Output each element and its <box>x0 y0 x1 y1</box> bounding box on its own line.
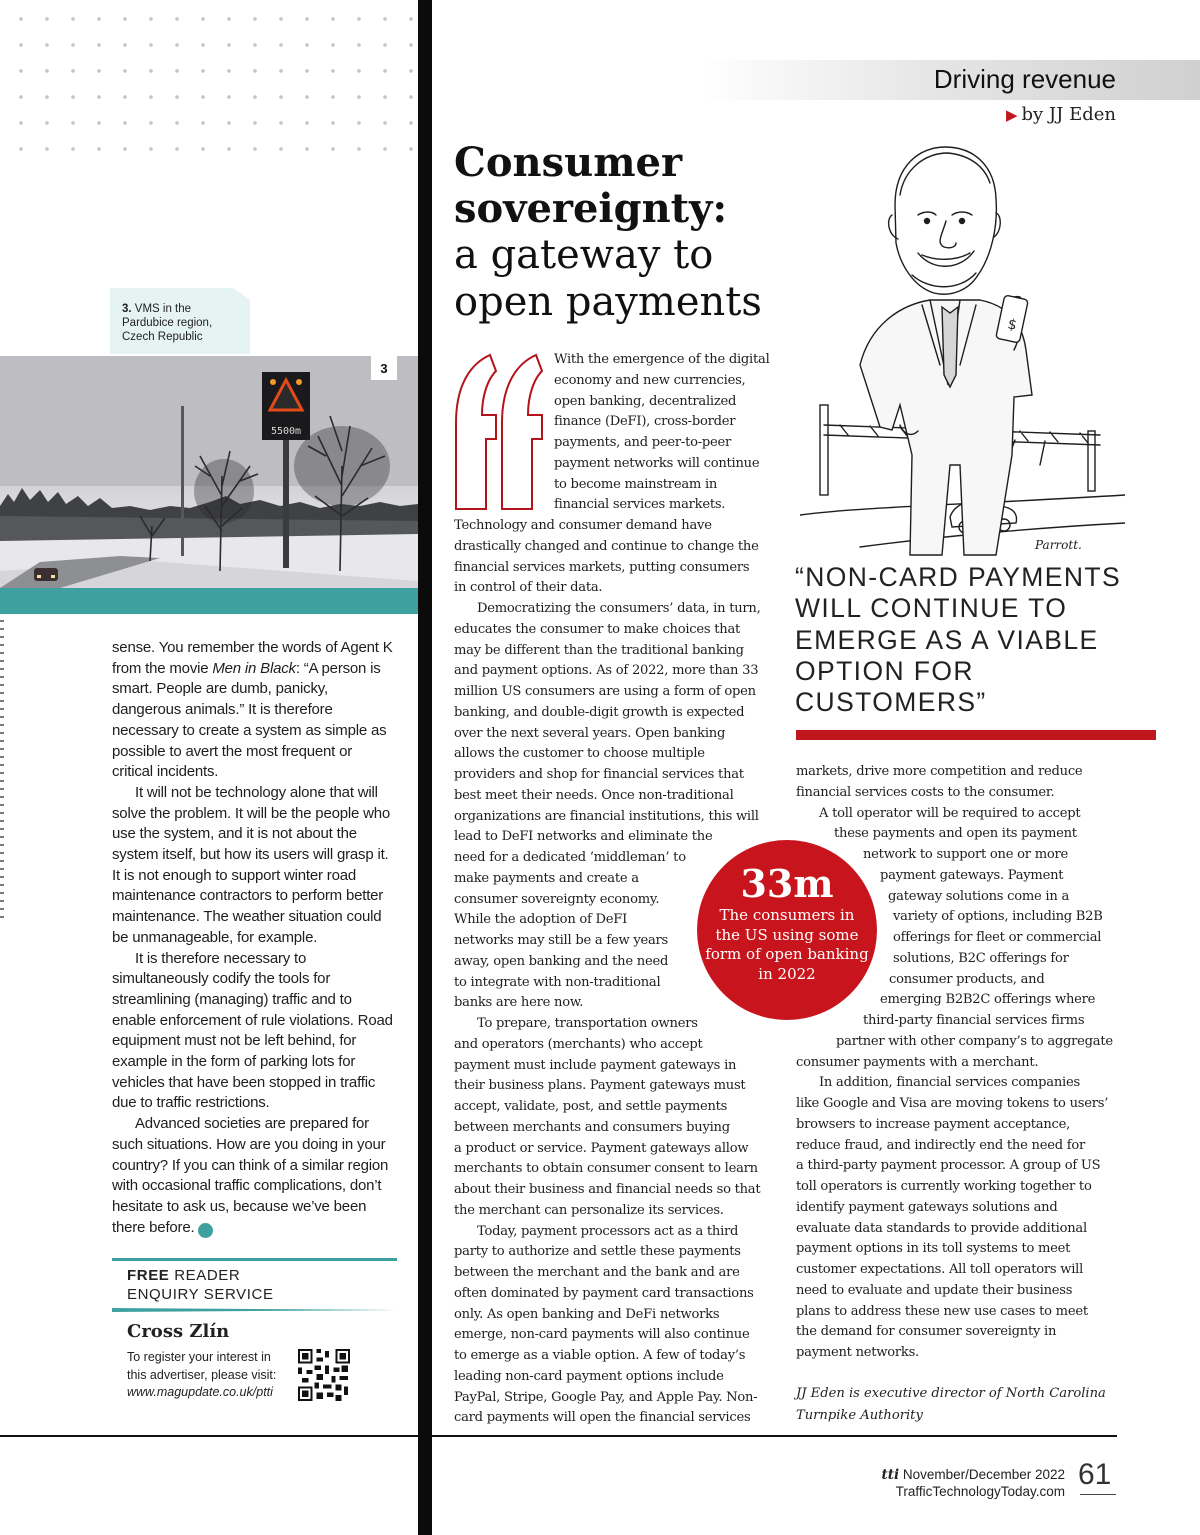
enquiry-instructions: To register your interest in this advertiser, please visit: www.magupdate.co.uk/ptti <box>127 1350 277 1399</box>
body-line: reduce fraud, and indirectly end the need for <box>796 1137 1085 1153</box>
body-line: PayPal, Stripe, Google Pay, and Apple Pay. Non- <box>454 1389 758 1405</box>
body-line: a product or service. Payment gateways allow <box>454 1140 749 1156</box>
vms-road-photo <box>0 356 418 588</box>
body-line: Today, payment processors act as a third <box>477 1223 739 1239</box>
enquiry-divider <box>112 1308 397 1312</box>
qr-code-icon[interactable] <box>298 1349 350 1401</box>
article-intro <box>554 350 780 516</box>
body-line: drastically changed and continue to change the <box>454 538 759 554</box>
body-line: emerging B2B2C offerings where <box>880 992 1096 1008</box>
photo-caption: 3. VMS in the Pardubice region, Czech Republic <box>122 303 213 343</box>
body-line: only. As open banking and DeFi networks <box>454 1306 720 1322</box>
body-line: the merchant can personalize its services. <box>454 1202 724 1218</box>
body-line: solutions, B2C offerings for <box>893 950 1069 966</box>
footer-publication: tti November/December 2022 TrafficTechnologyToday.com <box>881 1467 1065 1499</box>
body-line: A toll operator will be required to accept <box>819 805 1081 821</box>
body-line: to integrate with non-traditional <box>454 974 661 990</box>
body-line: away, open banking and the need <box>454 953 669 969</box>
body-line: emerge, non-card payments will also continue <box>454 1327 750 1343</box>
headline-subtitle: a gateway to open payments <box>454 232 762 325</box>
body-line: economy and new currencies, <box>554 372 746 388</box>
body-line: make payments and create a <box>454 870 639 886</box>
body-line: million US consumers are using a form of open <box>454 684 756 699</box>
enquiry-top-rule <box>112 1258 397 1261</box>
body-line: networks may still be a few years <box>454 933 669 948</box>
body-line: Technology and consumer demand have <box>454 518 712 533</box>
byline: ▶ by JJ Eden <box>1005 104 1116 125</box>
body-line: to become mainstream in <box>554 476 718 492</box>
body-line: best meet their needs. Once non-traditional <box>454 787 734 803</box>
body-line: Democratizing the consumers’ data, in turn, <box>477 601 761 616</box>
body-line: markets, drive more competition and reduce <box>796 764 1083 779</box>
body-line: offerings for fleet or commercial <box>893 930 1102 945</box>
illustrator-signature: Parrott. <box>1035 538 1082 552</box>
body-line: browsers to increase payment acceptance, <box>796 1116 1071 1132</box>
body-line: about their business and financial needs so that <box>454 1182 761 1197</box>
body-line: payment networks. <box>796 1345 919 1360</box>
page-edge-marks <box>0 620 4 920</box>
body-line: these payments and open its payment <box>834 826 1077 842</box>
body-paragraph: Advanced societies are prepared for such situations. How are you doing in your country? If you can think of a similar region with occasional traffic complications, don’t hesitate to ask us, because we’ve been there before. ✕ <box>112 1115 389 1237</box>
body-line: payments, and peer-to-peer <box>554 435 732 450</box>
body-line: plans to address these new use cases to meet <box>796 1303 1088 1319</box>
svg-text:$: $ <box>1006 316 1019 334</box>
author-bio: JJ Eden is executive director of North Carolina Turnpike Authority <box>796 1386 1106 1423</box>
body-line: consumer payments with a merchant. <box>796 1054 1039 1070</box>
body-line: need for a dedicated ‘middleman’ to <box>454 850 686 865</box>
body-line: providers and shop for financial services that <box>454 767 744 782</box>
body-paragraph: It will not be technology alone that will solve the problem. It will be the people who use the system, and it is not about the system itself, but how its users will grasp it. It is not enough to support winter road maintenance contractors to perform better maintenance. The weather situation could be unmanageable, for example. <box>112 783 391 946</box>
right-page-bottom-rule <box>432 1435 1117 1437</box>
section-title: Driving revenue <box>933 64 1116 94</box>
end-of-article-icon: ✕ <box>198 1223 213 1238</box>
body-line: payment gateways. Payment <box>880 867 1064 883</box>
body-line: like Google and Visa are moving tokens to users’ <box>796 1096 1109 1111</box>
body-line: third-party financial services firms <box>863 1013 1085 1028</box>
pull-quote-rule <box>796 730 1156 740</box>
stat-value: 33m <box>740 861 834 906</box>
body-line: payment must include payment gateways in <box>454 1057 737 1073</box>
vms-sign-text: 5500m <box>270 426 302 437</box>
body-line: payment networks will continue <box>554 455 760 471</box>
photo-teal-band <box>0 588 418 614</box>
body-line: variety of options, including B2B <box>893 909 1103 925</box>
body-line: banking, and double-digit growth is expected <box>454 704 745 720</box>
body-line: partner with other company’s to aggregate <box>836 1033 1113 1049</box>
page-gutter <box>418 0 432 1535</box>
body-line: financial services costs to the consumer. <box>796 784 1055 800</box>
body-line: their business plans. Payment gateways must <box>454 1078 746 1094</box>
body-line: lead to DeFI networks and eliminate the <box>454 829 713 845</box>
body-line: financial services markets. <box>554 497 726 513</box>
body-line: over the next several years. Open banking <box>454 725 726 741</box>
article-body-col2 <box>796 762 1126 1364</box>
body-line: With the emergence of the digital <box>554 352 770 367</box>
body-line: in control of their data. <box>454 580 603 596</box>
body-paragraph: sense. You remember the words of Agent K from the movie Men in Black: “A person is smart. People are dumb, panicky, dangerous animals.” It is therefore necessary to create a system as simple as possible to avert the most frequent or critical incidents. <box>112 639 393 781</box>
body-line: identify payment gateways solutions and <box>796 1199 1058 1215</box>
pull-quote: “NON-CARD PAYMENTS WILL CONTINUE TO EMERGE AS A VIABLE OPTION FOR CUSTOMERS” <box>795 562 1122 718</box>
body-line: open banking, decentralized <box>554 393 737 409</box>
body-line: toll operators is currently working together to <box>796 1179 1092 1194</box>
body-line: between merchants and consumers buying <box>454 1119 730 1135</box>
body-line: and payment options. As of 2022, more than 33 <box>454 663 759 679</box>
body-line: consumer products, and <box>889 971 1045 987</box>
body-line: merchants to obtain consumer consent to learn <box>454 1161 758 1177</box>
body-line: financial services markets, putting consumers <box>454 559 750 575</box>
body-line: customer expectations. All toll operators will <box>796 1262 1084 1277</box>
body-line: to emerge as a viable option. A few of today’s <box>454 1348 746 1363</box>
body-line: may be different than the traditional banking <box>454 642 744 658</box>
decorative-dot-grid <box>0 0 418 160</box>
body-line: the demand for consumer sovereignty in <box>796 1324 1057 1340</box>
body-line: need to evaluate and update their business <box>796 1282 1073 1298</box>
body-line: often dominated by payment card transactions <box>454 1285 754 1301</box>
page-number: 61 <box>1078 1458 1112 1491</box>
body-line: network to support one or more <box>863 847 1069 862</box>
caricature-illustration <box>800 135 1125 560</box>
body-line: banks are here now. <box>454 995 584 1011</box>
body-line: In addition, financial services companies <box>819 1075 1080 1091</box>
left-article-body <box>112 638 396 1238</box>
body-line: gateway solutions come in a <box>888 888 1070 904</box>
body-line: allows the customer to choose multiple <box>454 746 705 762</box>
left-page-bottom-rule <box>0 1435 418 1437</box>
body-line: evaluate data standards to provide additional <box>796 1220 1087 1236</box>
body-line: While the adoption of DeFI <box>454 912 628 928</box>
body-line: finance (DeFI), cross-border <box>554 414 736 430</box>
body-line: card payments will open the financial services <box>454 1410 751 1426</box>
body-line: accept, validate, post, and settle payments <box>454 1099 728 1114</box>
advertiser-name: Cross Zlín <box>127 1321 230 1342</box>
body-line: between the merchant and the bank and are <box>454 1265 740 1280</box>
body-paragraph: It is therefore necessary to simultaneously codify the tools for streamlining (managing) traffic and to enable enforcement of rule violations. Road equipment must not be left behind, for example in the form of parking lots for vehicles that have been stopped in traffic due to traffic restrictions. <box>112 949 393 1112</box>
enquiry-title: FREE READER ENQUIRY SERVICE <box>127 1267 274 1303</box>
body-line: and operators (merchants) who accept <box>454 1036 703 1052</box>
body-line: leading non-card payment options include <box>454 1368 724 1384</box>
headline-bold: Consumer sovereignty: <box>454 139 728 232</box>
body-line: organizations are financial institutions, this will <box>454 808 759 824</box>
body-line: consumer sovereignty economy. <box>454 891 660 907</box>
body-line: party to authorize and settle these payments <box>454 1244 741 1260</box>
byline-arrow-icon: ▶ <box>1005 106 1018 124</box>
body-line: educates the consumer to make choices that <box>454 621 741 637</box>
body-line: To prepare, transportation owners <box>477 1016 698 1031</box>
body-line: payment options in its toll systems to meet <box>796 1241 1071 1257</box>
stat-description: The consumers in the US using some form of open banking in 2022 <box>705 906 869 983</box>
photo-number: 3 <box>380 361 388 376</box>
enquiry-url-link[interactable]: www.magupdate.co.uk/ptti <box>127 1385 273 1399</box>
quote-mark-icon <box>452 353 544 511</box>
body-line: a third-party payment processor. A group of US <box>796 1158 1101 1174</box>
page-number-rule <box>1080 1494 1116 1495</box>
